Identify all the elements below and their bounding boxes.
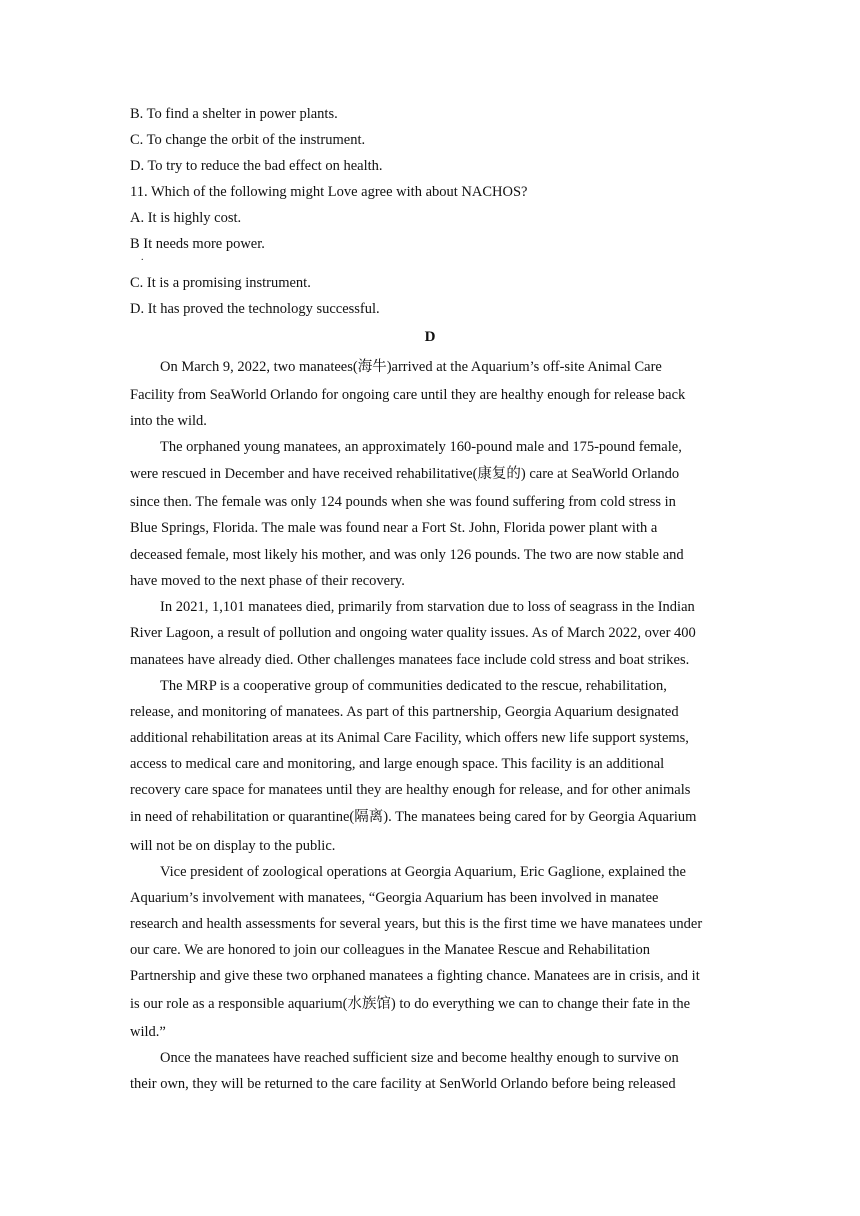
passage-line: our care. We are honored to join our colleagues in the Manatee Rescue and Rehabilitation xyxy=(130,942,650,958)
question-11-option-c: C. It is a promising instrument. xyxy=(130,275,311,291)
passage-line: Partnership and give these two orphaned manatees a fighting chance. Manatees are in crisis, and it xyxy=(130,968,700,984)
passage-line: deceased female, most likely his mother, and was only 126 pounds. The two are now stable and xyxy=(130,547,684,563)
passage-line: have moved to the next phase of their recovery. xyxy=(130,573,405,589)
passage-line: Once the manatees have reached sufficient size and become healthy enough to survive on xyxy=(160,1050,679,1066)
passage-line: were rescued in December and have received rehabilitative(康复的) care at SeaWorld Orlando xyxy=(130,466,680,482)
passage-line: is our role as a responsible aquarium(水族馆) to do everything we can to change their fate in the xyxy=(130,996,691,1012)
question-11-option-b: B It needs more power. xyxy=(130,236,265,252)
option-d-prev: D. To try to reduce the bad effect on health. xyxy=(130,158,383,174)
passage-line: On March 9, 2022, two manatees(海牛)arrived at the Aquarium’s off-site Animal Care xyxy=(160,359,662,375)
passage-line: The MRP is a cooperative group of communities dedicated to the rescue, rehabilitation, xyxy=(160,678,667,694)
passage-line: Vice president of zoological operations at Georgia Aquarium, Eric Gaglione, explained the xyxy=(160,864,686,880)
passage-line: into the wild. xyxy=(130,413,207,429)
passage-line: since then. The female was only 124 pounds when she was found suffering from cold stress in xyxy=(130,494,676,510)
question-11-option-a: A. It is highly cost. xyxy=(130,210,242,226)
passage-line: research and health assessments for several years, but this is the first time we have manatees under xyxy=(130,916,703,932)
passage-line: access to medical care and monitoring, and large enough space. This facility is an additional xyxy=(130,756,665,772)
passage-line: in need of rehabilitation or quarantine(隔离). The manatees being cared for by Georgia Aquarium xyxy=(130,809,697,825)
option-b-prev: B. To find a shelter in power plants. xyxy=(130,106,338,122)
passage-line: In 2021, 1,101 manatees died, primarily from starvation due to loss of seagrass in the Indian xyxy=(160,599,695,615)
passage-line: wild.” xyxy=(130,1024,166,1040)
passage-line: Facility from SeaWorld Orlando for ongoing care until they are healthy enough for release back xyxy=(130,387,686,403)
question-11-option-d: D. It has proved the technology successful. xyxy=(130,301,380,317)
stray-dot-mark: . xyxy=(141,252,144,263)
passage-line: additional rehabilitation areas at its Animal Care Facility, which offers new life support systems, xyxy=(130,730,689,746)
section-title: D xyxy=(424,329,436,345)
passage-line: Blue Springs, Florida. The male was found near a Fort St. John, Florida power plant with a xyxy=(130,520,658,536)
passage-line: will not be on display to the public. xyxy=(130,838,336,854)
passage-line: recovery care space for manatees until they are healthy enough for release, and for other animals xyxy=(130,782,691,798)
passage-line: Aquarium’s involvement with manatees, “Georgia Aquarium has been involved in manatee xyxy=(130,890,659,906)
option-c-prev: C. To change the orbit of the instrument. xyxy=(130,132,366,148)
passage-line: The orphaned young manatees, an approximately 160-pound male and 175-pound female, xyxy=(160,439,682,455)
passage-line: manatees have already died. Other challenges manatees face include cold stress and boat strikes. xyxy=(130,652,690,668)
passage-line: their own, they will be returned to the care facility at SenWorld Orlando before being released xyxy=(130,1076,676,1092)
passage-line: River Lagoon, a result of pollution and ongoing water quality issues. As of March 2022, over 400 xyxy=(130,625,696,641)
question-11-stem: 11. Which of the following might Love agree with about NACHOS? xyxy=(130,184,528,200)
passage-line: release, and monitoring of manatees. As part of this partnership, Georgia Aquarium designated xyxy=(130,704,679,720)
